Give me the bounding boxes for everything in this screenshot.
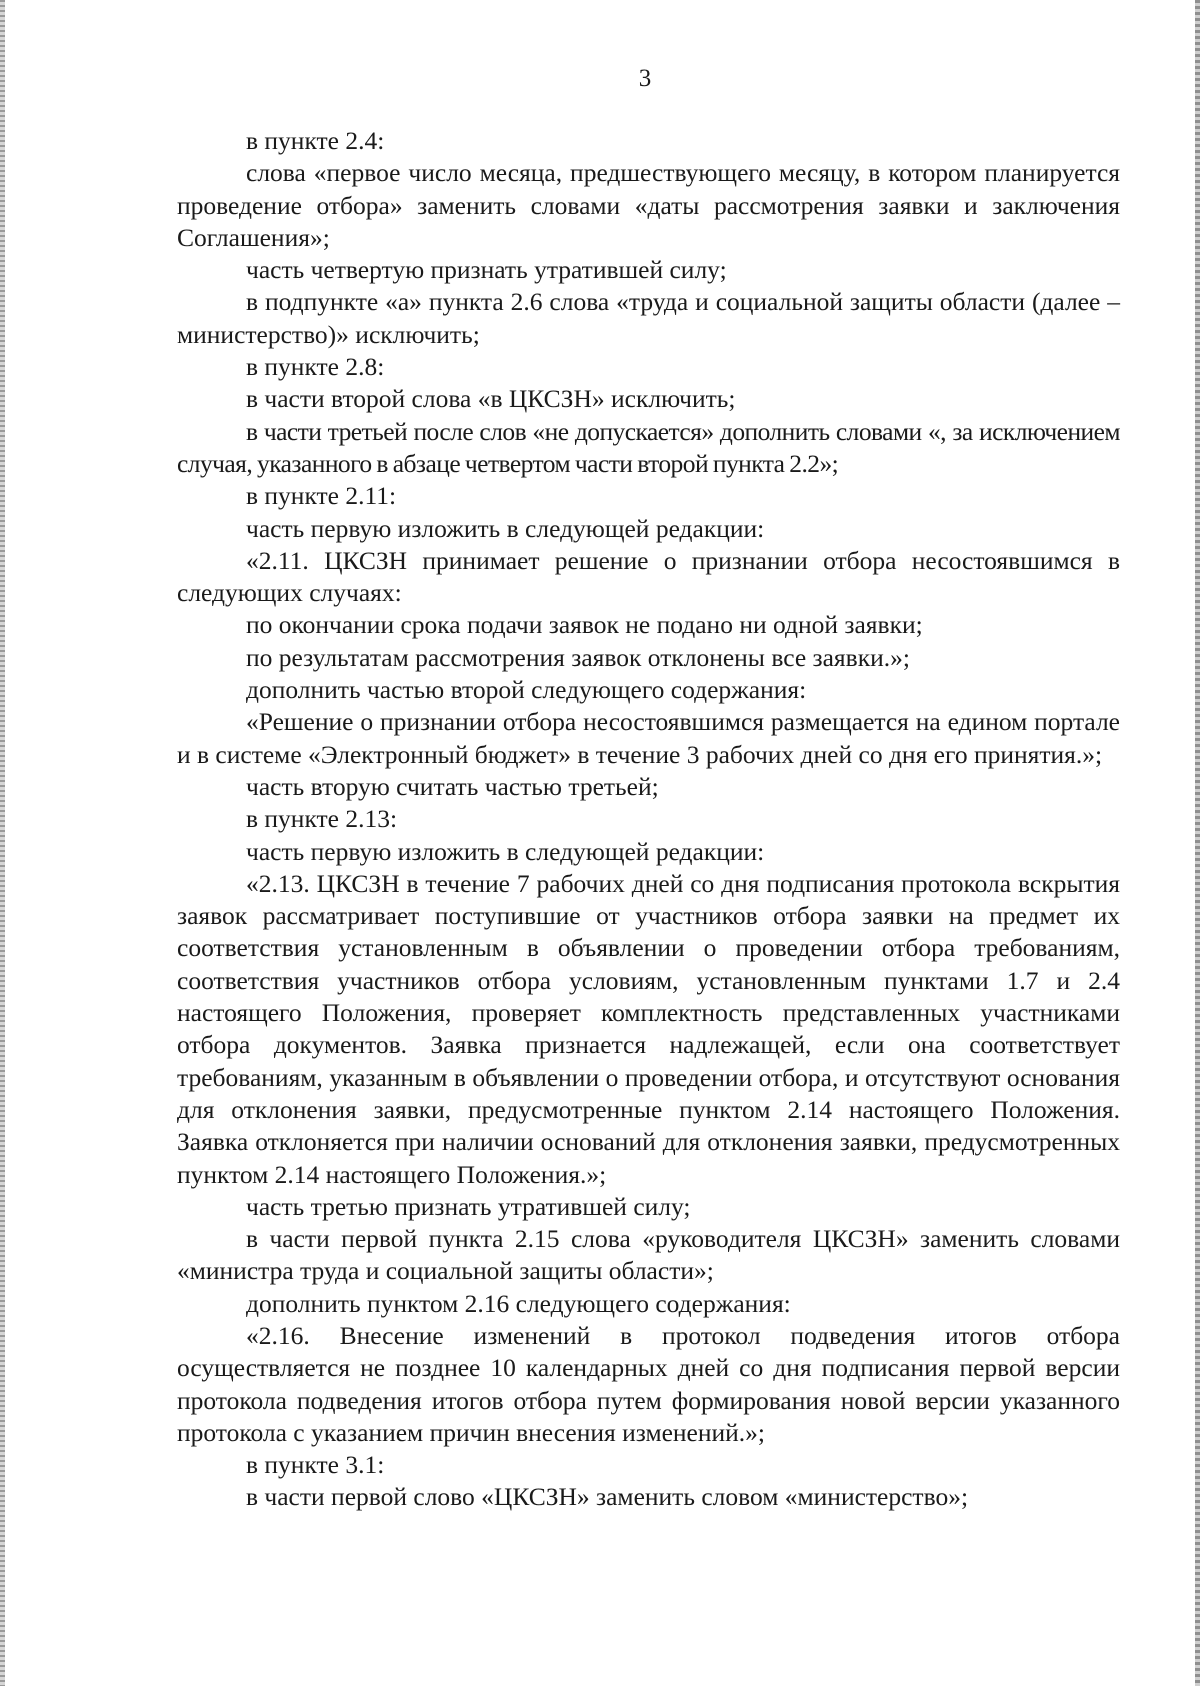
paragraph-2: слова «первое число месяца, предшествующего месяцу, в котором планируется проведение отбора» заменить словами «даты рассмотрения заявки и заключения Соглашения»; [177, 158, 1120, 252]
paragraph-24: в части первой слово «ЦКСЗН» заменить словом «министерство»; [246, 1482, 969, 1512]
paragraph-10: «2.11. ЦКСЗН принимает решение о признании отбора несостоявшимся в следующих случаях: [177, 545, 1120, 608]
paragraph-23: в пункте 3.1: [246, 1450, 385, 1480]
paragraph-13: дополнить частью второй следующего содержания: [246, 675, 807, 705]
paragraph-7: в части третьей после слов «не допускается» дополнить словами «, за исключением случая, указанного в абзаце четвертом части второй пункта 2.2»; [177, 416, 1120, 478]
paragraph-19: часть третью признать утратившей силу; [246, 1191, 691, 1221]
paragraph-12: по результатам рассмотрения заявок отклонены все заявки.»; [246, 642, 910, 672]
paragraph-8: в пункте 2.11: [246, 481, 397, 511]
scan-edge-right [1195, 0, 1200, 1686]
paragraph-4: в подпункте «а» пункта 2.6 слова «труда и социальной защиты области (далее – министерство)» исключить; [177, 287, 1120, 349]
paragraph-14: «Решение о признании отбора несостоявшимся размещается на едином портале и в системе «Электронный бюджет» в течение 3 рабочих дней со дня его принятия.»; [177, 707, 1120, 769]
paragraph-1: в пункте 2.4: [246, 126, 385, 155]
paragraph-6: в части второй слова «в ЦКСЗН» исключить; [246, 384, 736, 414]
paragraph-22: «2.16. Внесение изменений в протокол подведения итогов отбора осуществляется не позднее 10 календарных дней со дня подписания первой версии протокола подведения итогов отбора путем формирования новой версии указанного протокола с указанием причин внесения изменений.»; [177, 1320, 1120, 1447]
paragraph-20: в части первой пункта 2.15 слова «руководителя ЦКСЗН» заменить словами «министра труда и социальной защиты области»; [177, 1224, 1120, 1286]
paragraph-15: часть вторую считать частью третьей; [246, 771, 659, 801]
paragraph-5: в пункте 2.8: [246, 352, 385, 382]
paragraph-18: «2.13. ЦКСЗН в течение 7 рабочих дней со дня подписания протокола вскрытия заявок рассматривает поступившие от участников отбора заявки на предмет их соответствия установленным в объявлении о проведении отбора требованиям, соответствия участников отбора условиям, установленным пунктами 1.7 и 2.4 настоящего Положения, проверяет комплектность представленных участниками отбора документов. Заявка признается надлежащей, если она соответствует требованиям, указанным в объявлении о проведении отбора, и отсутствуют основания для отклонения заявки, предусмотренные пунктом 2.14 настоящего Положения. Заявка отклоняется при наличии оснований для отклонения заявки, предусмотренных пунктом 2.14 настоящего Положения.»; [177, 868, 1120, 1189]
paragraph-9: часть первую изложить в следующей редакции: [246, 513, 765, 543]
scan-edge-left [0, 0, 5, 1686]
document-body [177, 125, 1120, 1514]
paragraph-17: часть первую изложить в следующей редакции: [246, 836, 765, 866]
paragraph-11: по окончании срока подачи заявок не подано ни одной заявки; [246, 610, 923, 640]
paragraph-3: часть четвертую признать утратившей силу; [246, 255, 727, 285]
page-number: 3 [638, 65, 652, 92]
paragraph-16: в пункте 2.13: [246, 804, 398, 834]
paragraph-21: дополнить пунктом 2.16 следующего содержания: [246, 1288, 791, 1318]
